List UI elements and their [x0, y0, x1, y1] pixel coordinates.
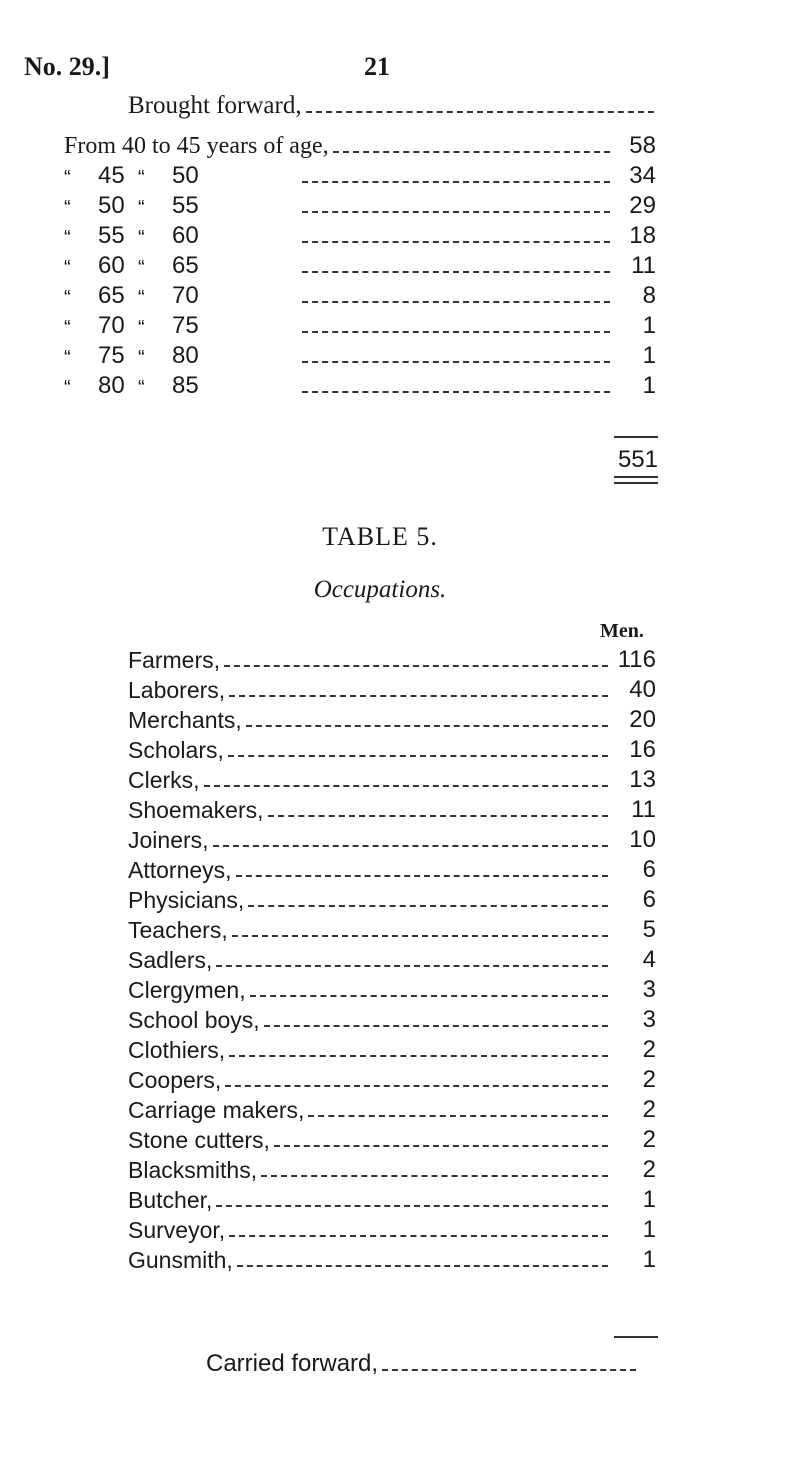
leader-dots — [302, 391, 610, 393]
occupation-label: Gunsmith, — [128, 1247, 233, 1273]
page-header — [24, 52, 776, 92]
occupation-count: 1 — [642, 1186, 656, 1213]
document-number: No. 29.] — [24, 52, 110, 81]
age-from: 65 — [98, 282, 125, 309]
table-title: TABLE 5. — [322, 522, 438, 551]
occupation-count: 3 — [642, 976, 656, 1003]
sum-rule — [614, 1336, 658, 1338]
age-row — [64, 160, 656, 190]
occupation-count: 3 — [642, 1006, 656, 1033]
age-from: 80 — [98, 372, 125, 399]
age-from: 55 — [98, 222, 125, 249]
leader-dots — [248, 905, 608, 907]
age-from: 60 — [98, 252, 125, 279]
age-to: 65 — [172, 252, 199, 279]
leader-dots — [302, 331, 610, 333]
occupation-label: Physicians, — [128, 887, 245, 913]
leader-dots — [237, 1265, 608, 1267]
ditto-mark: “ — [64, 287, 71, 309]
occupation-label: Butcher, — [128, 1187, 213, 1213]
table-row — [128, 704, 656, 734]
occupation-count: 4 — [642, 946, 656, 973]
table-row — [128, 854, 656, 884]
ditto-mark: “ — [138, 377, 145, 399]
table-row — [128, 734, 656, 764]
age-to: 55 — [172, 192, 199, 219]
leader-dots — [302, 361, 610, 363]
leader-dots — [250, 995, 608, 997]
occupation-label: Laborers, — [128, 677, 226, 703]
leader-dots — [216, 965, 608, 967]
age-row-value: 11 — [631, 252, 656, 279]
age-to: 75 — [172, 312, 199, 339]
occupation-count: 16 — [629, 736, 656, 763]
leader-dots — [302, 241, 610, 243]
occupation-count: 1 — [642, 1246, 656, 1273]
brought-forward-line — [128, 92, 656, 120]
leader-dots — [268, 815, 608, 817]
occupation-count: 6 — [642, 886, 656, 913]
age-row-value: 1 — [642, 312, 656, 339]
table-row — [128, 974, 656, 1004]
table-row — [128, 1034, 656, 1064]
carried-forward-line — [206, 1350, 638, 1378]
occupation-count: 2 — [642, 1156, 656, 1183]
ditto-mark: “ — [64, 257, 71, 279]
leader-dots — [232, 935, 608, 937]
ditto-mark: “ — [64, 347, 71, 369]
leader-dots — [274, 1145, 608, 1147]
age-row — [64, 310, 656, 340]
ditto-mark: “ — [138, 287, 145, 309]
age-to: 80 — [172, 342, 199, 369]
leader-dots — [216, 1205, 608, 1207]
age-row-value: 58 — [629, 132, 656, 159]
leader-dots — [333, 151, 610, 153]
occupation-count: 1 — [642, 1216, 656, 1243]
age-row-value: 1 — [642, 372, 656, 399]
occupation-label: Blacksmiths, — [128, 1157, 258, 1183]
table-row — [128, 794, 656, 824]
table-row — [128, 1184, 656, 1214]
occupations-table — [128, 644, 656, 1274]
ditto-mark: “ — [138, 317, 145, 339]
ditto-mark: “ — [64, 197, 71, 219]
age-row-value: 29 — [629, 192, 656, 219]
age-from: 70 — [98, 312, 125, 339]
double-rule — [614, 476, 658, 484]
leader-dots — [229, 1235, 608, 1237]
age-row — [64, 220, 656, 250]
table-row — [128, 644, 656, 674]
occupation-label: Clothiers, — [128, 1037, 226, 1063]
age-to: 70 — [172, 282, 199, 309]
occupation-count: 116 — [617, 646, 656, 673]
ditto-mark: “ — [138, 167, 145, 189]
age-to: 85 — [172, 372, 199, 399]
occupation-label: Attorneys, — [128, 857, 232, 883]
leader-dots — [261, 1175, 608, 1177]
leader-dots — [302, 211, 610, 213]
table-row — [128, 1004, 656, 1034]
age-row — [64, 250, 656, 280]
age-from: 75 — [98, 342, 125, 369]
leader-dots — [302, 301, 610, 303]
occupation-count: 11 — [631, 796, 656, 823]
table-row — [128, 1124, 656, 1154]
occupation-label: Farmers, — [128, 647, 220, 673]
age-row-value: 18 — [629, 222, 656, 249]
table-row — [128, 914, 656, 944]
occupation-label: Teachers, — [128, 917, 228, 943]
ditto-mark: “ — [64, 167, 71, 189]
occupation-count: 6 — [642, 856, 656, 883]
age-row-label: From 40 to 45 years of age, — [64, 133, 329, 159]
age-row-value: 1 — [642, 342, 656, 369]
leader-dots — [228, 755, 608, 757]
occupation-count: 2 — [642, 1096, 656, 1123]
leader-dots — [246, 725, 608, 727]
table-row — [128, 1214, 656, 1244]
ditto-mark: “ — [64, 377, 71, 399]
table-row — [128, 1094, 656, 1124]
leader-dots — [308, 1115, 608, 1117]
occupation-label: Shoemakers, — [128, 797, 264, 823]
occupation-label: Scholars, — [128, 737, 224, 763]
leader-dots — [302, 271, 610, 273]
age-row — [64, 190, 656, 220]
occupation-count: 2 — [642, 1066, 656, 1093]
ditto-mark: “ — [138, 227, 145, 249]
sum-rule — [614, 436, 658, 438]
occupation-count: 20 — [629, 706, 656, 733]
age-row — [64, 130, 656, 160]
table-row — [128, 884, 656, 914]
occupation-count: 2 — [642, 1126, 656, 1153]
leader-dots — [213, 845, 608, 847]
table-row — [128, 944, 656, 974]
table-subtitle: Occupations. — [313, 576, 447, 603]
occupation-label: Coopers, — [128, 1067, 222, 1093]
leader-dots — [224, 665, 608, 667]
ditto-mark: “ — [138, 347, 145, 369]
age-row — [64, 340, 656, 370]
leader-dots — [236, 875, 608, 877]
table-row — [128, 1244, 656, 1274]
column-header-men: Men. — [600, 620, 644, 642]
table-row — [128, 1154, 656, 1184]
page-number: 21 — [364, 52, 390, 81]
ditto-mark: “ — [64, 317, 71, 339]
occupation-label: Stone cutters, — [128, 1127, 270, 1153]
ditto-mark: “ — [138, 257, 145, 279]
leader-dots — [306, 111, 654, 113]
age-row-value: 34 — [629, 162, 656, 189]
occupation-label: Clerks, — [128, 767, 200, 793]
brought-forward-label: Brought forward, — [128, 92, 302, 119]
leader-dots — [264, 1025, 608, 1027]
age-to: 60 — [172, 222, 199, 249]
leader-dots — [229, 1055, 608, 1057]
occupation-label: Sadlers, — [128, 947, 213, 973]
ditto-mark: “ — [138, 197, 145, 219]
table-row — [128, 824, 656, 854]
occupation-label: Surveyor, — [128, 1217, 226, 1243]
ditto-mark: “ — [64, 227, 71, 249]
age-row-value: 8 — [642, 282, 656, 309]
occupation-label: Clergymen, — [128, 977, 246, 1003]
table-row — [128, 764, 656, 794]
carried-forward-label: Carried forward, — [206, 1350, 379, 1377]
age-total: 551 — [617, 446, 658, 473]
age-row — [64, 280, 656, 310]
occupation-label: Joiners, — [128, 827, 209, 853]
age-from: 50 — [98, 192, 125, 219]
leader-dots — [302, 181, 610, 183]
occupation-count: 2 — [642, 1036, 656, 1063]
leader-dots — [382, 1369, 636, 1371]
occupation-label: Merchants, — [128, 707, 242, 733]
occupation-label: Carriage makers, — [128, 1097, 305, 1123]
age-from: 45 — [98, 162, 125, 189]
table-row — [128, 674, 656, 704]
occupation-count: 40 — [629, 676, 656, 703]
age-row — [64, 370, 656, 400]
leader-dots — [229, 695, 608, 697]
leader-dots — [225, 1085, 608, 1087]
occupation-count: 13 — [629, 766, 656, 793]
occupation-count: 10 — [629, 826, 656, 853]
occupation-count: 5 — [642, 916, 656, 943]
table-row — [128, 1064, 656, 1094]
age-to: 50 — [172, 162, 199, 189]
age-table — [64, 130, 656, 400]
occupation-label: School boys, — [128, 1007, 260, 1033]
leader-dots — [204, 785, 608, 787]
